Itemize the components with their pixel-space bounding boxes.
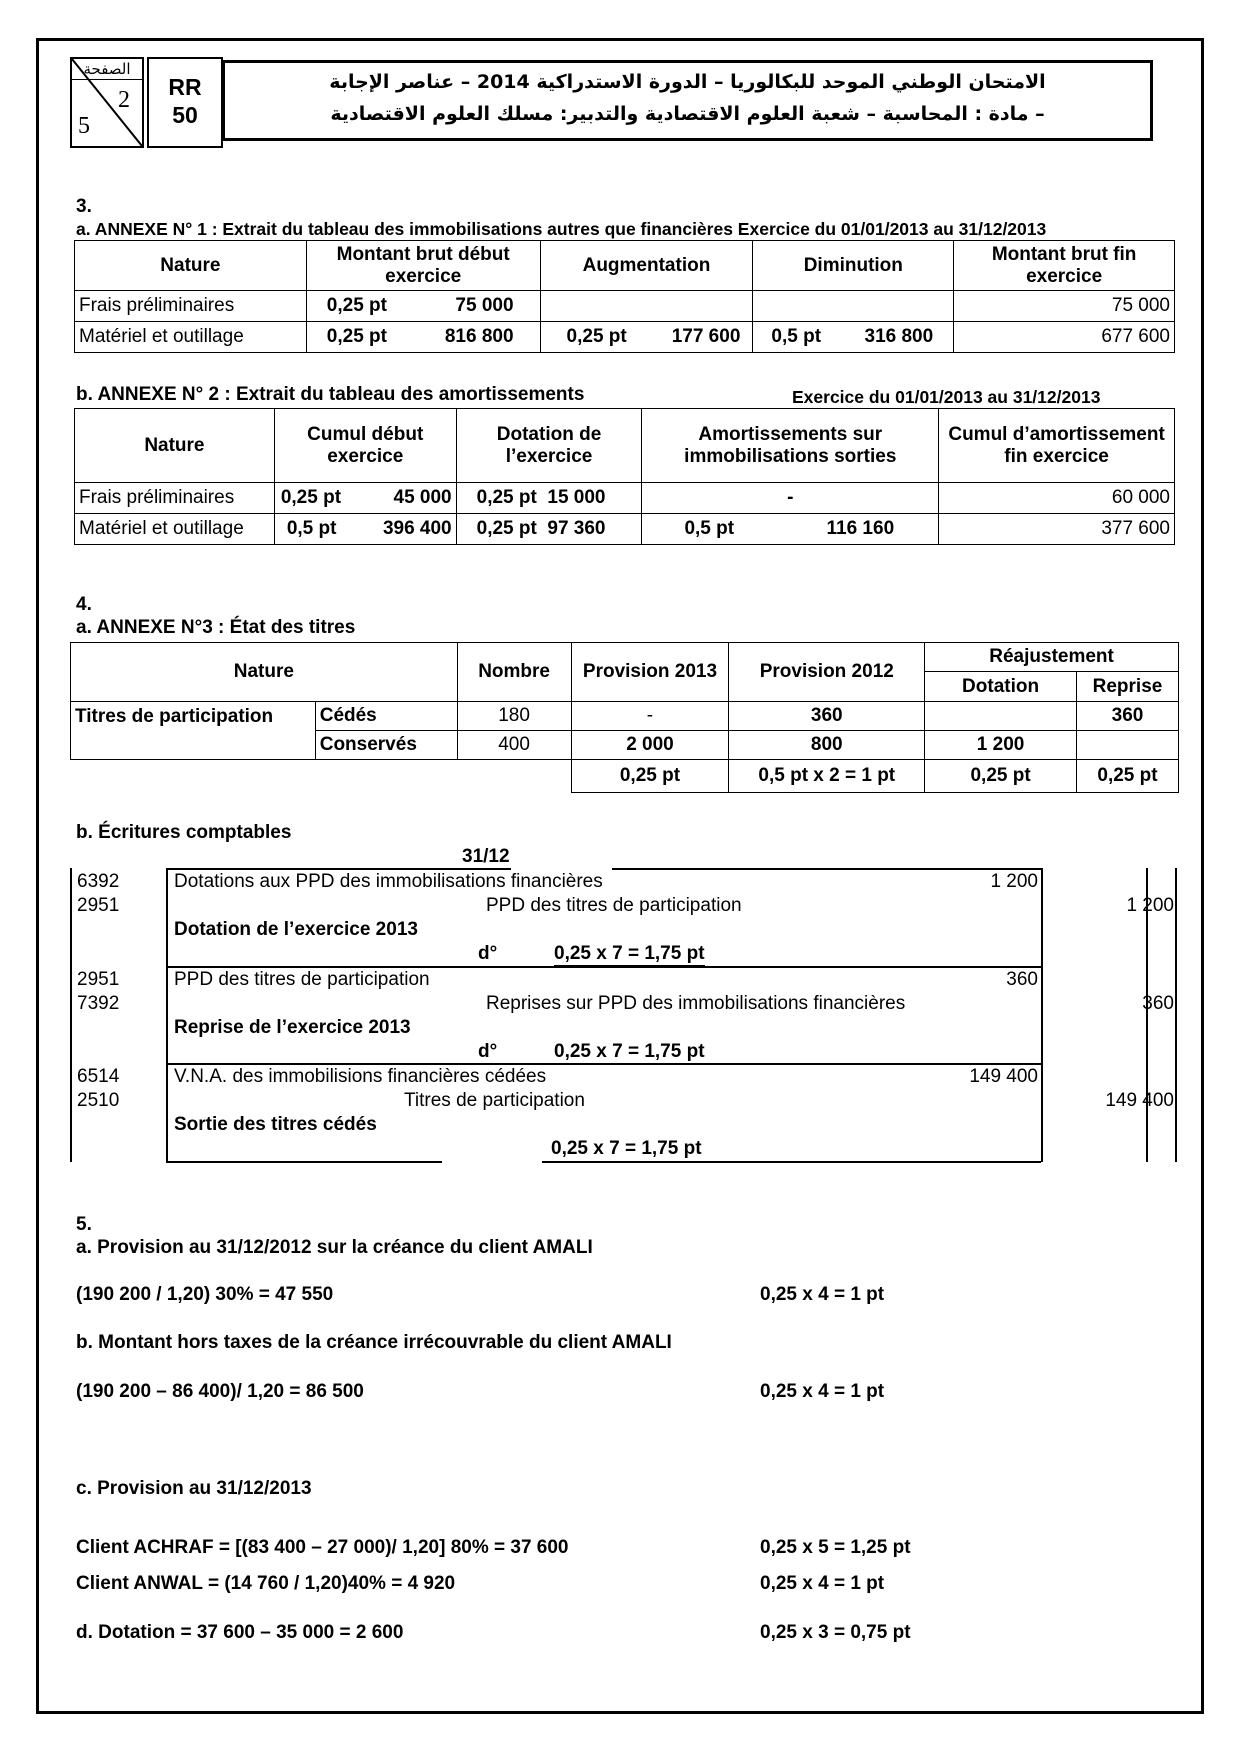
section-3-number: 3. — [76, 196, 92, 217]
amount: 360 — [729, 702, 925, 731]
amount: 677 600 — [954, 322, 1175, 353]
entry-points: 0,25 x 7 = 1,75 pt — [554, 1041, 705, 1062]
d-mark: d° — [478, 943, 498, 964]
annexe-3-title: a. ANNEXE N°3 : État des titres — [76, 617, 356, 638]
s5-b-calc: (190 200 – 86 400)/ 1,20 = 86 500 — [76, 1381, 364, 1402]
annexe-2-period: Exercice du 01/01/2013 au 31/12/2013 — [792, 387, 1101, 407]
row-group-label: Titres de participation — [71, 702, 316, 760]
annexe-1-title: a. ANNEXE N° 1 : Extrait du tableau des immobilisations autres que financières Exercice du 01/01/2013 au 31/12/2013 — [76, 219, 1047, 239]
amount — [1077, 731, 1179, 760]
s5-b-points: 0,25 x 4 = 1 pt — [760, 1381, 885, 1402]
credit-label: PPD des titres de participation — [486, 895, 742, 916]
col-header: Augmentation — [540, 241, 753, 291]
debit-label: V.N.A. des immobilisions financières cédées — [174, 1066, 547, 1087]
row-label: Conservés — [315, 731, 457, 760]
table-row — [75, 514, 1175, 545]
credit-label: Reprises sur PPD des immobilisations financières — [486, 993, 906, 1014]
amount: 816 800 — [444, 326, 514, 347]
debit-label: Dotations aux PPD des immobilisations financières — [174, 871, 603, 892]
col-header: Cumul début exercice — [274, 409, 456, 483]
table-row — [75, 322, 1175, 353]
entry-caption: Sortie des titres cédés — [174, 1114, 377, 1135]
table-row — [71, 702, 1179, 731]
table-row-points — [71, 760, 1179, 793]
row-nature: Frais préliminaires — [75, 291, 307, 322]
page-total: 5 — [78, 113, 90, 139]
points: 0,5 pt — [771, 326, 822, 347]
debit-amount: 360 — [1006, 969, 1038, 990]
amount: 396 400 — [382, 518, 452, 539]
entry-points: 0,25 x 7 = 1,75 pt — [554, 943, 705, 964]
journal-title: b. Écritures comptables — [76, 822, 292, 843]
credit-label: Titres de participation — [404, 1090, 585, 1111]
points: 0,25 pt — [326, 326, 387, 347]
debit-label: PPD des titres de participation — [174, 969, 430, 990]
table-row — [75, 291, 1175, 322]
debit-amount: 149 400 — [969, 1066, 1038, 1087]
s5-c-calc1: Client ACHRAF = [(83 400 – 27 000)/ 1,20] 80% = 37 600 — [76, 1537, 569, 1558]
credit-amount: 1 200 — [1126, 895, 1174, 916]
amount: 75 000 — [455, 295, 514, 316]
exam-title-box — [222, 60, 1153, 141]
col-header: Montant brut fin exercice — [954, 241, 1175, 291]
points: 0,25 pt — [326, 295, 387, 316]
points: 0,25 pt — [476, 487, 537, 508]
s5-d-calc: d. Dotation = 37 600 – 35 000 = 2 600 — [76, 1622, 404, 1643]
col-header: Reprise — [1077, 672, 1179, 702]
amount — [925, 702, 1077, 731]
amount: 75 000 — [954, 291, 1175, 322]
journal-date: 31/12 — [462, 846, 510, 867]
amount: 2 000 — [571, 731, 729, 760]
points: 0,5 pt — [286, 518, 337, 539]
row-label: Cédés — [315, 702, 457, 731]
annexe-2-title: b. ANNEXE N° 2 : Extrait du tableau des amortissements — [76, 384, 585, 405]
row-nature: Frais préliminaires — [75, 483, 275, 514]
col-header: Diminution — [753, 241, 954, 291]
col-header: Nature — [75, 409, 275, 483]
debit-amount: 1 200 — [990, 871, 1038, 892]
section-5-number: 5. — [76, 1214, 92, 1235]
entry-caption: Dotation de l’exercice 2013 — [174, 919, 418, 940]
points: 0,5 pt — [684, 518, 735, 539]
entry-points: 0,25 x 7 = 1,75 pt — [551, 1138, 702, 1159]
exam-title-line1: الامتحان الوطني الموحد للبكالوريا – الدورة الاستدراكية 2014 – عناصر الإجابة — [329, 71, 1046, 93]
col-header: Cumul d’amortissement fin exercice — [939, 409, 1175, 483]
s5-c-calc2: Client ANWAL = (14 760 / 1,20)40% = 4 920 — [76, 1573, 456, 1594]
s5-a-points: 0,25 x 4 = 1 pt — [760, 1284, 885, 1305]
exam-code-bottom: 50 — [172, 102, 198, 128]
journal — [70, 840, 1180, 1170]
account-number: 7392 — [77, 993, 120, 1014]
page-number: 2 — [118, 87, 130, 113]
col-header: Dotation de l’exercice — [456, 409, 642, 483]
points: 0,25 pt — [1077, 760, 1179, 793]
account-number: 6514 — [77, 1066, 120, 1087]
amount: - — [571, 702, 729, 731]
points: 0,5 pt x 2 = 1 pt — [729, 760, 925, 793]
col-header: Réajustement — [925, 643, 1179, 672]
section-4-number: 4. — [76, 594, 92, 615]
col-header: Nombre — [457, 643, 571, 702]
row-nature: Matériel et outillage — [75, 322, 307, 353]
s5-c-title: c. Provision au 31/12/2013 — [76, 1478, 312, 1499]
count: 180 — [457, 702, 571, 731]
amount: 45 000 — [393, 487, 452, 508]
page-label: الصفحة — [72, 59, 142, 80]
amount: 1 200 — [925, 731, 1077, 760]
exam-title-line2: – مادة : المحاسبة – شعبة العلوم الاقتصادية والتدبير: مسلك العلوم الاقتصادية — [330, 103, 1045, 125]
account-number: 6392 — [77, 871, 120, 892]
points: 0,25 pt — [571, 760, 729, 793]
s5-b-title: b. Montant hors taxes de la créance irrécouvrable du client AMALI — [76, 1332, 672, 1353]
amount: 60 000 — [939, 483, 1175, 514]
amount: 377 600 — [939, 514, 1175, 545]
s5-a-title: a. Provision au 31/12/2012 sur la créance du client AMALI — [76, 1237, 593, 1258]
annexe-1-table — [74, 240, 1175, 353]
s5-a-calc: (190 200 / 1,20) 30% = 47 550 — [76, 1284, 334, 1305]
amount: 800 — [729, 731, 925, 760]
col-header: Dotation — [925, 672, 1077, 702]
page-number-box — [70, 57, 144, 148]
col-header: Nature — [71, 643, 458, 702]
col-header: Nature — [75, 241, 307, 291]
amount: 360 — [1077, 702, 1179, 731]
account-number: 2951 — [77, 895, 120, 916]
s5-c-points2: 0,25 x 4 = 1 pt — [760, 1573, 885, 1594]
d-mark: d° — [478, 1041, 498, 1062]
points: 0,25 pt — [476, 518, 537, 539]
points: 0,25 pt — [925, 760, 1077, 793]
amount: 116 160 — [826, 518, 895, 539]
s5-c-points1: 0,25 x 5 = 1,25 pt — [760, 1537, 911, 1558]
points: 0,25 pt — [566, 326, 627, 347]
account-number: 2951 — [77, 969, 120, 990]
amount: - — [642, 483, 939, 514]
credit-amount: 149 400 — [1105, 1090, 1174, 1111]
amount: 15 000 — [547, 487, 606, 508]
amount: 97 360 — [547, 518, 606, 539]
col-header: Montant brut début exercice — [306, 241, 540, 291]
entry-caption: Reprise de l’exercice 2013 — [174, 1017, 411, 1038]
col-header: Provision 2012 — [729, 643, 925, 702]
credit-amount: 360 — [1142, 993, 1174, 1014]
table-row — [75, 483, 1175, 514]
amount: 316 800 — [864, 326, 934, 347]
amount: 177 600 — [671, 326, 741, 347]
exam-code-box — [147, 57, 223, 148]
points: 0,25 pt — [280, 487, 342, 508]
col-header: Amortissements sur immobilisations sorties — [642, 409, 939, 483]
s5-d-points: 0,25 x 3 = 0,75 pt — [760, 1622, 911, 1643]
count: 400 — [457, 731, 571, 760]
annexe-2-table — [74, 408, 1175, 545]
annexe-3-table — [70, 642, 1179, 793]
row-nature: Matériel et outillage — [75, 514, 275, 545]
col-header: Provision 2013 — [571, 643, 729, 702]
exam-code-top: RR — [168, 74, 202, 100]
account-number: 2510 — [77, 1090, 120, 1111]
